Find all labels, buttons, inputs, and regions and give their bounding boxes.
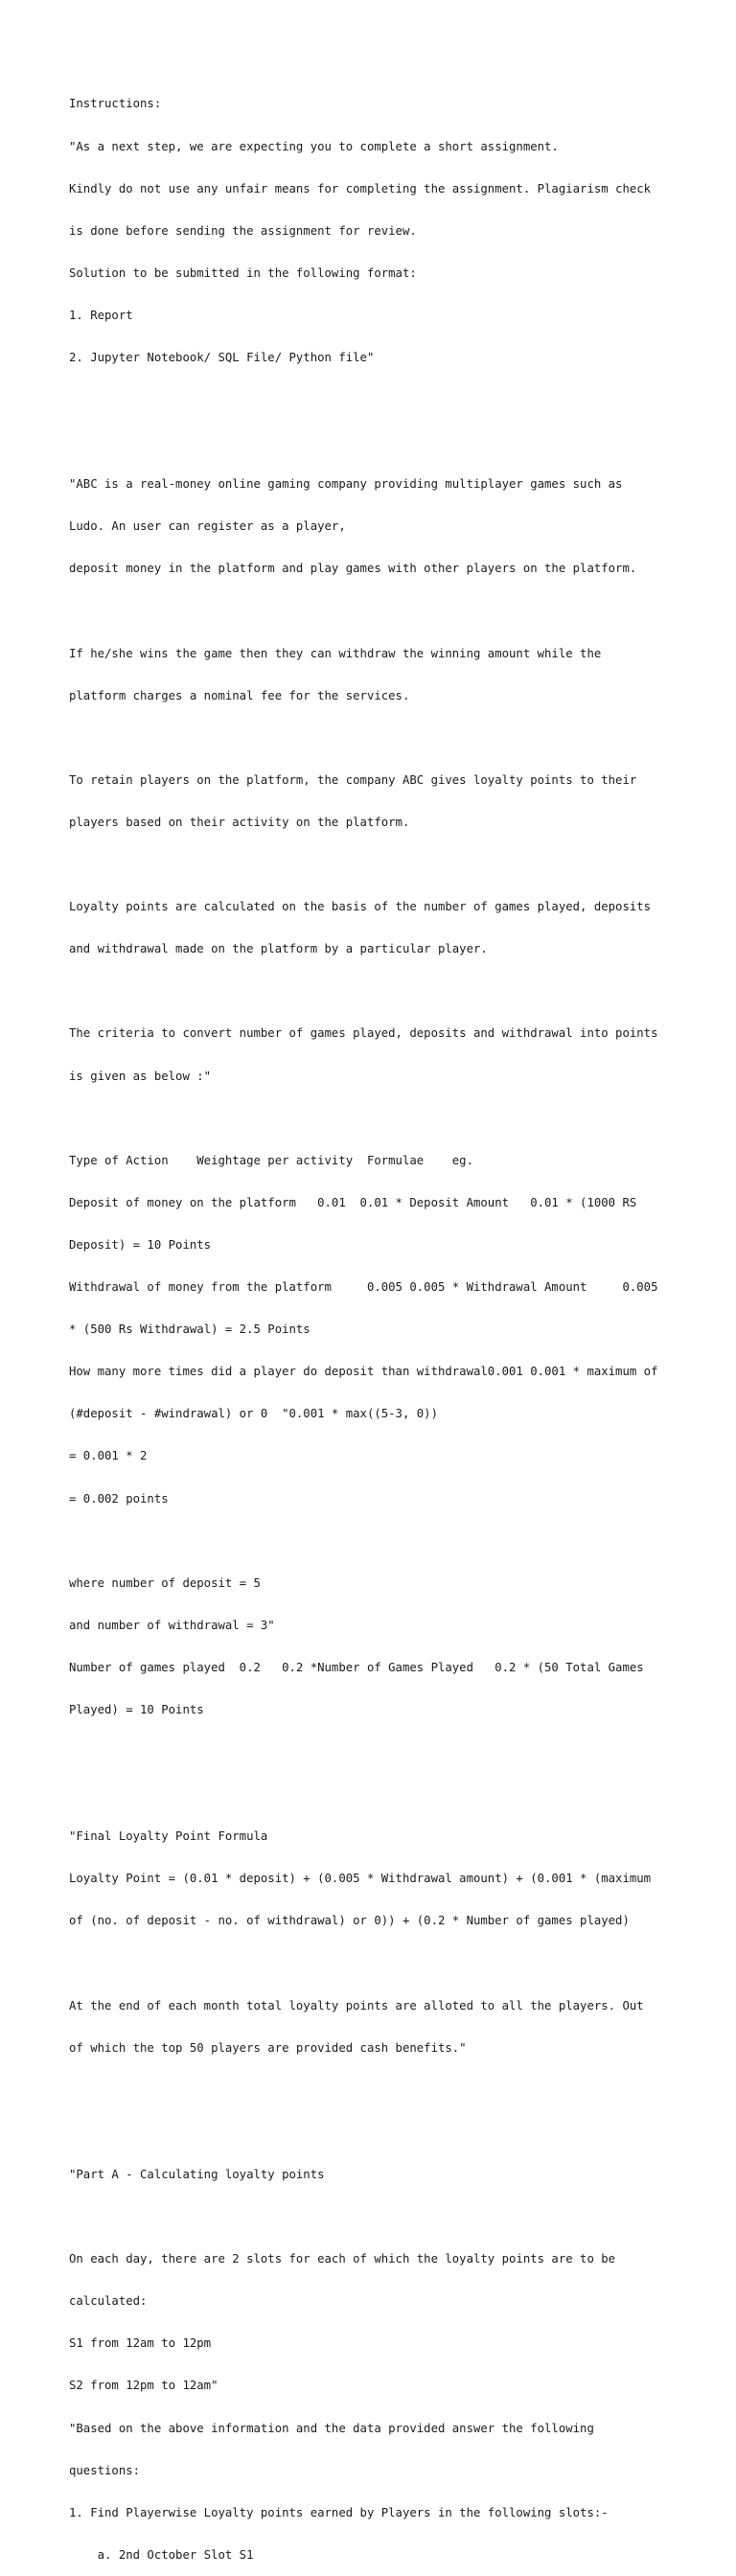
text-line: questions:	[69, 2463, 141, 2477]
text-line: and withdrawal made on the platform by a particular player.	[69, 942, 488, 956]
blank-line	[69, 731, 682, 746]
text-line: "As a next step, we are expecting you to complete a short assignment.	[69, 139, 559, 153]
text-line: "Final Loyalty Point Formula	[69, 1829, 268, 1844]
blank-line	[69, 1112, 682, 1126]
text-line: To retain players on the platform, the company ABC gives loyalty points to their	[69, 772, 637, 787]
formula-line: Loyalty Point = (0.01 * deposit) + (0.005 * Withdrawal amount) + (0.001 * (maximum	[69, 1872, 652, 1886]
text-line: "ABC is a real-money online gaming company providing multiplayer games such as	[69, 477, 623, 492]
text-line: Ludo. An user can register as a player,	[69, 519, 346, 534]
table-row-line: and number of withdrawal = 3"	[69, 1618, 275, 1632]
text-line: deposit money in the platform and play games with other players on the platform.	[69, 562, 637, 576]
table-row-line: where number of deposit = 5	[69, 1576, 261, 1590]
blank-line	[69, 1745, 682, 1760]
section-heading-line: "Part A - Calculating loyalty points	[69, 2168, 325, 2181]
table-row-line: Played) = 10 Points	[69, 1702, 204, 1716]
text-line: 1. Report	[69, 308, 133, 322]
table-row-line: Withdrawal of money from the platform 0.005 0.005 * Withdrawal Amount 0.005	[69, 1280, 658, 1295]
document-body	[69, 69, 682, 2576]
text-line: is done before sending the assignment for review.	[69, 223, 417, 238]
blank-line	[69, 1787, 682, 1802]
formula-line: of (no. of deposit - no. of withdrawal) or 0)) + (0.2 * Number of games played)	[69, 1914, 630, 1928]
blank-line	[69, 984, 682, 999]
text-line: is given as below :"	[69, 1069, 212, 1083]
table-row-line: = 0.002 points	[69, 1491, 169, 1506]
text-line: S2 from 12pm to 12am"	[69, 2379, 218, 2393]
text-line: The criteria to convert number of games played, deposits and withdrawal into points	[69, 1026, 658, 1041]
table-row-line: Deposit) = 10 Points	[69, 1237, 212, 1252]
text-line: S1 from 12am to 12pm	[69, 2336, 212, 2351]
blank-line	[69, 858, 682, 872]
text-line: players based on their activity on the platform.	[69, 816, 410, 829]
text-line: platform charges a nominal fee for the services.	[69, 688, 410, 702]
blank-line	[69, 2126, 682, 2140]
text-line: Kindly do not use any unfair means for completing the assignment. Plagiarism check	[69, 181, 652, 196]
blank-line	[69, 393, 682, 407]
blank-line	[69, 605, 682, 619]
text-line: calculated:	[69, 2294, 148, 2309]
text-line: At the end of each month total loyalty points are alloted to all the players. Out	[69, 1998, 644, 2012]
text-line: If he/she wins the game then they can withdraw the winning amount while the	[69, 646, 602, 660]
text-line: 1. Find Playerwise Loyalty points earned by Players in the following slots:-	[69, 2505, 609, 2519]
text-line: "Based on the above information and the data provided answer the following	[69, 2421, 594, 2435]
table-row-line: * (500 Rs Withdrawal) = 2.5 Points	[69, 1322, 310, 1337]
text-line: 2. Jupyter Notebook/ SQL File/ Python file"	[69, 350, 375, 364]
blank-line	[69, 435, 682, 449]
text-line: Solution to be submitted in the following format:	[69, 265, 417, 280]
text-line: a. 2nd October Slot S1	[69, 2547, 254, 2562]
text-line: On each day, there are 2 slots for each of which the loyalty points are to be	[69, 2252, 616, 2266]
table-row-line: (#deposit - #windrawal) or 0 "0.001 * max((5-3, 0))	[69, 1407, 438, 1421]
table-row-line: How many more times did a player do deposit than withdrawal0.001 0.001 * maximum of	[69, 1365, 658, 1379]
table-row-line: Number of games played 0.2 0.2 *Number of Games Played 0.2 * (50 Total Games	[69, 1660, 644, 1674]
table-header-line: Type of Action Weightage per activity Formulae eg.	[69, 1153, 473, 1167]
text-line: Loyalty points are calculated on the basis of the number of games played, deposits	[69, 900, 652, 914]
blank-line	[69, 2083, 682, 2098]
blank-line	[69, 1957, 682, 1971]
table-row-line: Deposit of money on the platform 0.01 0.01 * Deposit Amount 0.01 * (1000 RS	[69, 1195, 637, 1209]
text-line: Instructions:	[69, 97, 162, 111]
blank-line	[69, 1534, 682, 1549]
blank-line	[69, 2210, 682, 2224]
text-line: of which the top 50 players are provided cash benefits."	[69, 2040, 467, 2055]
table-row-line: = 0.001 * 2	[69, 1449, 148, 1463]
